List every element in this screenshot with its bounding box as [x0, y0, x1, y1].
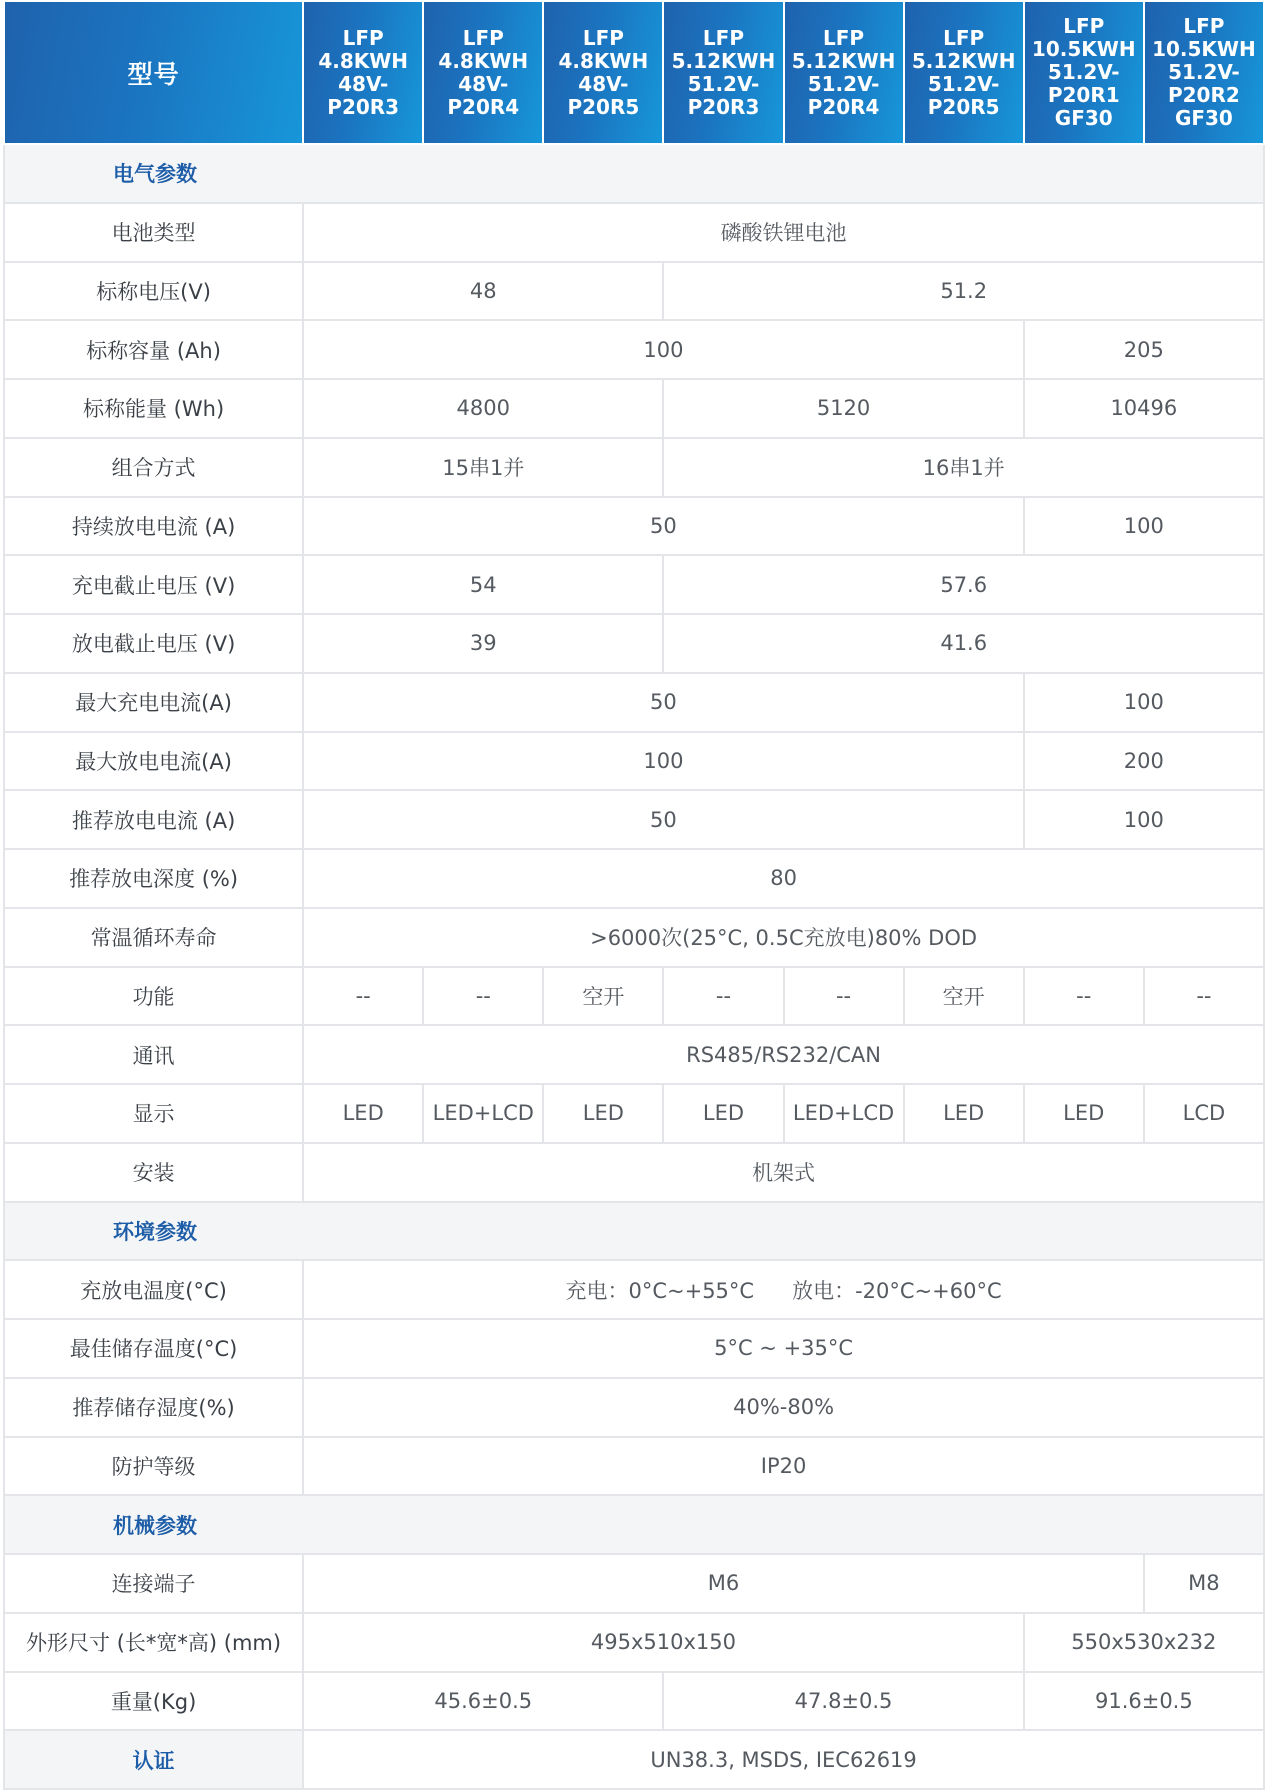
row-label: 常温循环寿命	[4, 908, 303, 967]
row-label: 放电截止电压 (V)	[4, 614, 303, 673]
table-row	[4, 732, 1264, 791]
cell-value: 50	[303, 673, 1024, 732]
section-row-environment	[4, 1202, 1264, 1261]
section-row-mechanical	[4, 1495, 1264, 1554]
section-title-environment: 环境参数	[4, 1202, 1264, 1261]
cell-value: 空开	[904, 967, 1024, 1026]
cell-value: 10496	[1024, 379, 1264, 438]
cell-value: 4800	[303, 379, 663, 438]
section-title-mechanical: 机械参数	[4, 1495, 1264, 1554]
cell-value: UN38.3, MSDS, IEC62619	[303, 1730, 1264, 1789]
row-label: 外形尺寸 (长*宽*高) (mm)	[4, 1613, 303, 1672]
row-label: 充电截止电压 (V)	[4, 555, 303, 614]
cell-value: 机架式	[303, 1143, 1264, 1202]
model-header-2: LFP 4.8KWH 48V- P20R4	[423, 1, 543, 144]
table-row	[4, 203, 1264, 262]
cell-value: 51.2	[663, 262, 1264, 321]
model-header-label: 型号	[4, 1, 303, 144]
spec-table	[3, 0, 1265, 1790]
table-row	[4, 379, 1264, 438]
cell-value: RS485/RS232/CAN	[303, 1025, 1264, 1084]
cell-value: 5120	[663, 379, 1023, 438]
row-label: 标称能量 (Wh)	[4, 379, 303, 438]
row-label: 显示	[4, 1084, 303, 1143]
table-row	[4, 849, 1264, 908]
row-label: 持续放电电流 (A)	[4, 497, 303, 556]
cell-value: --	[423, 967, 543, 1026]
cell-value: 5°C ~ +35°C	[303, 1319, 1264, 1378]
row-label: 推荐放电深度 (%)	[4, 849, 303, 908]
cell-value: --	[1024, 967, 1144, 1026]
cell-value: 495x510x150	[303, 1613, 1024, 1672]
cell-value: LED	[303, 1084, 423, 1143]
cell-value: IP20	[303, 1437, 1264, 1496]
cell-value: 41.6	[663, 614, 1264, 673]
header-row	[4, 1, 1264, 144]
table-row	[4, 497, 1264, 556]
cell-value: --	[784, 967, 904, 1026]
model-header-1: LFP 4.8KWH 48V- P20R3	[303, 1, 423, 144]
cell-value: 39	[303, 614, 663, 673]
table-row	[4, 1437, 1264, 1496]
model-header-7: LFP 10.5KWH 51.2V- P20R1 GF30	[1024, 1, 1144, 144]
table-row	[4, 673, 1264, 732]
charge-temperature: 充电：0°C~+55°C	[565, 1278, 755, 1303]
section-row-electrical	[4, 144, 1264, 203]
row-label: 组合方式	[4, 438, 303, 497]
row-label: 连接端子	[4, 1554, 303, 1613]
table-row	[4, 1672, 1264, 1731]
row-label: 最大充电电流(A)	[4, 673, 303, 732]
row-label: 充放电温度(°C)	[4, 1260, 303, 1319]
model-header-8: LFP 10.5KWH 51.2V- P20R2 GF30	[1144, 1, 1264, 144]
table-row	[4, 1143, 1264, 1202]
cell-value: 磷酸铁锂电池	[303, 203, 1264, 262]
cell-value: 15串1并	[303, 438, 663, 497]
table-row	[4, 262, 1264, 321]
cell-value: >6000次(25°C, 0.5C充放电)80% DOD	[303, 908, 1264, 967]
section-title-electrical: 电气参数	[4, 144, 1264, 203]
row-label: 推荐储存湿度(%)	[4, 1378, 303, 1437]
table-row	[4, 1260, 1264, 1319]
cell-value: 54	[303, 555, 663, 614]
cell-value: 空开	[543, 967, 663, 1026]
row-label: 安装	[4, 1143, 303, 1202]
cell-value: 80	[303, 849, 1264, 908]
row-label: 功能	[4, 967, 303, 1026]
cell-value: --	[1144, 967, 1264, 1026]
model-header-3: LFP 4.8KWH 48V- P20R5	[543, 1, 663, 144]
cell-value: 100	[1024, 673, 1264, 732]
cell-value: 100	[1024, 497, 1264, 556]
cell-value: 205	[1024, 320, 1264, 379]
table-row	[4, 438, 1264, 497]
cell-value: 550x530x232	[1024, 1613, 1264, 1672]
cell-value: 40%-80%	[303, 1378, 1264, 1437]
row-label: 最佳储存温度(°C)	[4, 1319, 303, 1378]
table-row	[4, 1613, 1264, 1672]
row-label: 标称电压(V)	[4, 262, 303, 321]
cell-value: 100	[303, 320, 1024, 379]
row-label: 通讯	[4, 1025, 303, 1084]
cell-value: LED	[663, 1084, 783, 1143]
cell-value: M8	[1144, 1554, 1264, 1613]
cell-value: 16串1并	[663, 438, 1264, 497]
row-label: 最大放电电流(A)	[4, 732, 303, 791]
cell-value: LED+LCD	[784, 1084, 904, 1143]
cell-value: 200	[1024, 732, 1264, 791]
cell-value: LED+LCD	[423, 1084, 543, 1143]
cell-value	[303, 1260, 1264, 1319]
cell-value: LCD	[1144, 1084, 1264, 1143]
cell-value: 50	[303, 497, 1024, 556]
table-row	[4, 908, 1264, 967]
row-label: 重量(Kg)	[4, 1672, 303, 1731]
model-header-4: LFP 5.12KWH 51.2V- P20R3	[663, 1, 783, 144]
cell-value: 100	[1024, 790, 1264, 849]
table-row	[4, 614, 1264, 673]
row-label: 防护等级	[4, 1437, 303, 1496]
model-header-6: LFP 5.12KWH 51.2V- P20R5	[904, 1, 1024, 144]
cell-value: --	[663, 967, 783, 1026]
table-row	[4, 1554, 1264, 1613]
table-row	[4, 1319, 1264, 1378]
cell-value: --	[303, 967, 423, 1026]
table-row	[4, 320, 1264, 379]
cell-value: LED	[1024, 1084, 1144, 1143]
certification-label: 认证	[4, 1730, 303, 1789]
cell-value: 57.6	[663, 555, 1264, 614]
cell-value: 45.6±0.5	[303, 1672, 663, 1731]
table-row-certification	[4, 1730, 1264, 1789]
cell-value: 91.6±0.5	[1024, 1672, 1264, 1731]
table-row	[4, 1025, 1264, 1084]
table-row	[4, 790, 1264, 849]
table-row	[4, 1378, 1264, 1437]
table-row	[4, 967, 1264, 1026]
cell-value: 100	[303, 732, 1024, 791]
row-label: 电池类型	[4, 203, 303, 262]
model-header-5: LFP 5.12KWH 51.2V- P20R4	[784, 1, 904, 144]
cell-value: LED	[543, 1084, 663, 1143]
cell-value: 50	[303, 790, 1024, 849]
cell-value: 47.8±0.5	[663, 1672, 1023, 1731]
row-label: 推荐放电电流 (A)	[4, 790, 303, 849]
cell-value: M6	[303, 1554, 1144, 1613]
row-label: 标称容量 (Ah)	[4, 320, 303, 379]
cell-value: 48	[303, 262, 663, 321]
cell-value: LED	[904, 1084, 1024, 1143]
table-row	[4, 555, 1264, 614]
discharge-temperature: 放电：-20°C~+60°C	[792, 1278, 1002, 1303]
table-row	[4, 1084, 1264, 1143]
